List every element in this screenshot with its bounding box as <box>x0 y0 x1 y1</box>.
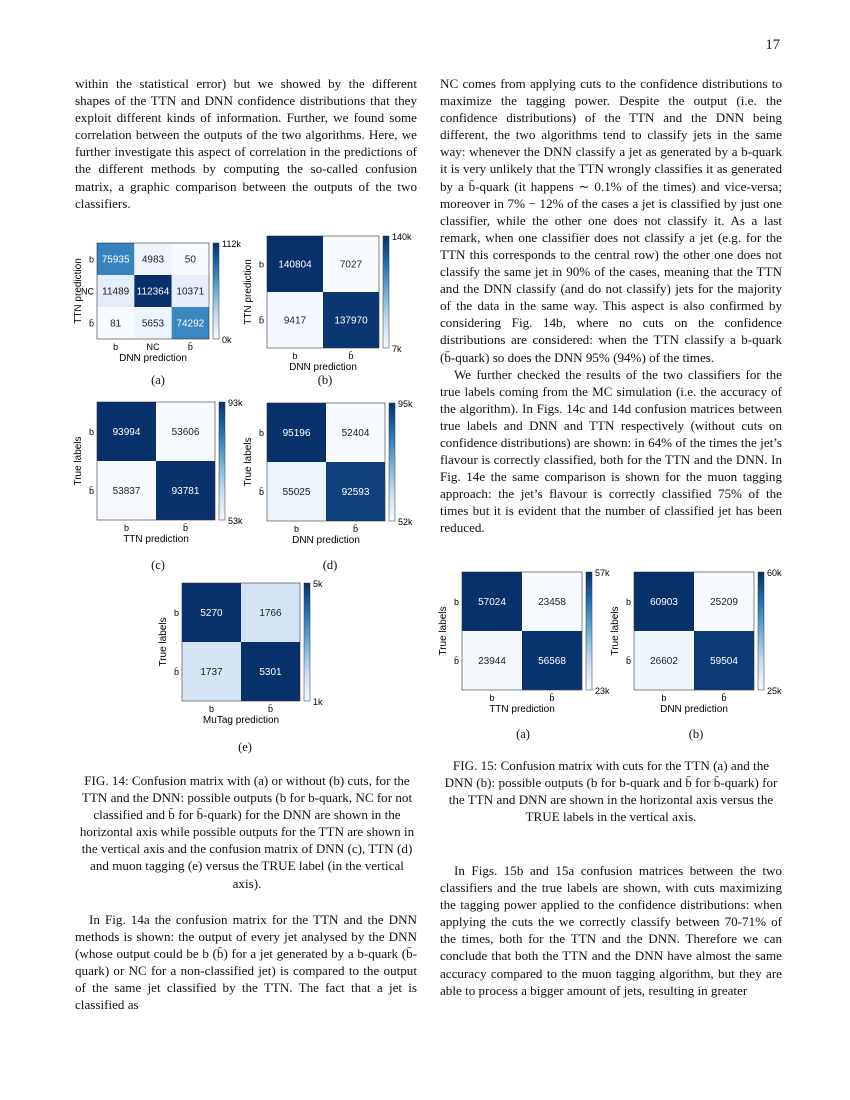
matrix-cell-value: 95196 <box>282 428 311 439</box>
matrix-cell-value: 11489 <box>102 286 130 298</box>
x-axis-label: TTN prediction <box>123 534 189 545</box>
colorbar-max-label: 60k <box>767 568 782 578</box>
y-axis-label: TTN prediction <box>73 258 84 324</box>
x-tick-label: b̄ <box>267 704 274 714</box>
heatmap-14a <box>75 225 255 365</box>
matrix-cell-value: 81 <box>110 318 122 330</box>
figure-14a-label: (a) <box>151 373 165 387</box>
figure-14e-label: (e) <box>238 740 252 754</box>
y-axis-label: True labels <box>158 617 169 667</box>
colorbar-max-label: 140k <box>392 232 412 242</box>
right-column-bottom <box>440 862 782 999</box>
matrix-cell-value: 55025 <box>282 487 311 498</box>
matrix-cell-value: 93994 <box>112 427 141 438</box>
x-axis-label: DNN prediction <box>119 353 187 364</box>
matrix-cell-value: 1766 <box>259 608 282 619</box>
matrix-cell-value: 23458 <box>538 597 566 608</box>
matrix-cell-value: 7027 <box>339 259 363 271</box>
matrix-cell-value: 92593 <box>341 487 370 498</box>
matrix-cell-value: 23944 <box>478 656 506 667</box>
matrix-cell-value: 9417 <box>283 315 307 327</box>
y-axis-label: True labels <box>73 436 84 486</box>
left-column-bottom <box>75 911 417 1014</box>
y-tick-label: b <box>258 428 264 438</box>
figure-15a <box>440 568 620 718</box>
right-paragraph-3: In Figs. 15b and 15a confusion matrices between the two classifiers and the true labels are shown, with cuts maximizing the tagging power applied to the confidence distributions: when applying the cuts the we correctly classify between 70-71% of the times, both for the TTN and the DNN. Therefore we can conclude that both the TTN and the DNN have almost the same accuracy compared to the muon tagging algorithm, but they are able to process a bigger amount of jets, resulting in greater <box>440 863 782 998</box>
figure-14a <box>75 225 255 365</box>
y-axis-label: TTN prediction <box>243 259 254 325</box>
colorbar <box>586 572 592 690</box>
figure-14c-label: (c) <box>151 558 165 572</box>
matrix-cell-value: 74292 <box>176 318 205 330</box>
y-tick-label: b̄ <box>625 656 631 666</box>
matrix-cell-value: 93781 <box>171 486 200 497</box>
right-column-top <box>440 75 782 537</box>
x-axis-label: DNN prediction <box>292 535 360 546</box>
y-tick-label: b <box>258 259 264 270</box>
y-axis-label: True labels <box>243 437 254 487</box>
colorbar <box>213 243 219 339</box>
heatmap-14c <box>75 397 255 547</box>
x-axis-label: MuTag prediction <box>202 715 280 726</box>
colorbar <box>383 236 389 348</box>
y-tick-label: b̄ <box>88 486 94 496</box>
y-axis-label: True labels <box>438 606 449 656</box>
figure-15b-label: (b) <box>688 727 704 741</box>
x-tick-label: b <box>292 351 298 361</box>
x-tick-label: b̄ <box>549 693 555 703</box>
x-tick-label: b <box>661 693 667 703</box>
colorbar-max-label: 57k <box>595 568 610 578</box>
x-tick-label: b̄ <box>721 693 727 703</box>
matrix-cell-value: 60903 <box>650 597 678 608</box>
colorbar <box>304 583 310 701</box>
y-tick-label: NC <box>81 286 94 297</box>
heatmap-15b <box>612 568 792 718</box>
figure-14b-label: (b) <box>317 373 333 387</box>
x-tick-label: b <box>123 523 130 533</box>
colorbar-min-label: 52k <box>398 517 413 527</box>
x-tick-label: b̄ <box>352 524 359 534</box>
colorbar <box>219 402 225 520</box>
y-tick-label: b <box>173 608 179 618</box>
colorbar-min-label: 23k <box>595 686 610 696</box>
figure-14-caption: FIG. 14: Confusion matrix with (a) or without (b) cuts, for the TTN and the DNN: possible outputs (b for b-quark, NC for not classified and b̄ for b̄-quark) for the DNN are shown in the horizontal axis while possible outputs for the TTN are shown in the vertical axis and the confusion matrix of DNN (c), TTN (d) and muon tagging (e) versus the TRUE label (in the vertical axis). <box>79 773 415 891</box>
y-tick-label: b̄ <box>173 667 179 677</box>
heatmap-14d <box>245 397 425 547</box>
figure-14e <box>160 578 340 730</box>
left-column-top <box>75 75 417 212</box>
colorbar-max-label: 93k <box>228 398 243 408</box>
y-tick-label: b̄ <box>258 315 264 326</box>
figure-14d-label: (d) <box>322 558 338 572</box>
x-tick-label: b <box>208 704 215 714</box>
colorbar-min-label: 7k <box>392 344 402 354</box>
matrix-cell-value: 112364 <box>136 286 170 298</box>
figure-15-caption: FIG. 15: Confusion matrix with cuts for the TTN (a) and the DNN (b): possible outputs (b for b-quark and b̄ for b̄-quark) for the TTN and DNN are shown in the horizontal axis versus the TRUE labels in the vertical axis. <box>444 758 778 825</box>
colorbar <box>389 403 395 521</box>
page-number: 17 <box>765 37 780 53</box>
y-tick-label: b <box>453 597 459 607</box>
matrix-cell-value: 1737 <box>200 667 223 678</box>
matrix-cell-value: 52404 <box>341 428 370 439</box>
matrix-cell-value: 10371 <box>176 286 205 298</box>
matrix-cell-value: 59504 <box>710 656 738 667</box>
colorbar-min-label: 25k <box>767 686 782 696</box>
colorbar-min-label: 1k <box>313 697 323 707</box>
x-tick-label: b̄ <box>182 523 189 533</box>
figure-14d <box>245 397 425 547</box>
colorbar-max-label: 5k <box>313 579 323 589</box>
matrix-cell-value: 137970 <box>334 315 368 327</box>
matrix-cell-value: 140804 <box>278 259 312 271</box>
y-tick-label: b̄ <box>88 318 94 329</box>
x-tick-label: NC <box>146 342 160 352</box>
x-tick-label: b̄ <box>348 351 354 361</box>
matrix-cell-value: 4983 <box>141 254 165 266</box>
matrix-cell-value: 75935 <box>101 254 130 266</box>
x-tick-label: b̄ <box>187 342 193 352</box>
y-tick-label: b <box>88 254 94 265</box>
x-axis-label: DNN prediction <box>660 704 728 715</box>
heatmap-15a <box>440 568 620 718</box>
left-paragraph-1: within the statistical error) but we showed by the different shapes of the TTN and DNN confidence distributions that they exploit different kinds of information. Further, we found some correlation between the outputs of the two algorithms. Here, we further investigate this aspect of correlation in the predictions of the different methods by computing the so-called confusion matrix, a graphic comparison between the outputs of the two classifiers. <box>75 76 417 211</box>
x-tick-label: b <box>293 524 300 534</box>
heatmap-14e <box>160 578 340 730</box>
x-tick-label: b <box>113 342 119 352</box>
x-tick-label: b <box>489 693 495 703</box>
right-paragraph-2: We further checked the results of the two classifiers for the true labels coming from the MC simulation (i.e. the accuracy of the algorithm). In Figs. 14c and 14d confusion matrices between true labels and DNN and TTN respectively (without cuts on confidence distributions) are shown: in 64% of the times the jet’s flavour is correctly classified, both for the TTN and the DNN. In Fig. 14e the same comparison is shown for the muon tagging approach: the jet’s flavour is correctly classified 75% of the times but it is evident that the number of classified jet has been reduced. <box>440 366 782 536</box>
matrix-cell-value: 26602 <box>650 656 678 667</box>
left-paragraph-2: In Fig. 14a the confusion matrix for the TTN and the DNN methods is shown: the output of every jet analysed by the DNN (whose output could be b (b̄) for a jet generated by a b-quark (b̄-quark) or NC for a non-classified jet) is compared to the output of the same jet classified by the TTN. The fact that a jet is classified as <box>75 912 417 1013</box>
figure-15b <box>612 568 792 718</box>
matrix-cell-value: 5653 <box>141 318 165 330</box>
matrix-cell-value: 56568 <box>538 656 566 667</box>
heatmap-14b <box>243 225 425 373</box>
y-tick-label: b <box>88 427 94 437</box>
matrix-cell-value: 5270 <box>200 608 223 619</box>
matrix-cell-value: 25209 <box>710 597 738 608</box>
colorbar-min-label: 53k <box>228 516 243 526</box>
y-axis-label: True labels <box>610 606 621 656</box>
matrix-cell-value: 53837 <box>112 486 141 497</box>
figure-15a-label: (a) <box>516 727 530 741</box>
matrix-cell-value: 53606 <box>171 427 200 438</box>
figure-14c <box>75 397 255 547</box>
matrix-cell-value: 5301 <box>259 667 282 678</box>
y-tick-label: b̄ <box>453 656 459 666</box>
colorbar-max-label: 95k <box>398 399 413 409</box>
y-tick-label: b̄ <box>258 487 264 497</box>
colorbar-max-label: 112k <box>222 239 241 249</box>
figure-14b <box>243 225 425 373</box>
x-axis-label: DNN prediction <box>289 362 357 373</box>
colorbar <box>758 572 764 690</box>
colorbar-min-label: 0k <box>222 335 232 345</box>
matrix-cell-value: 57024 <box>478 597 506 608</box>
x-axis-label: TTN prediction <box>489 704 555 715</box>
y-tick-label: b <box>625 597 631 607</box>
matrix-cell-value: 50 <box>184 254 196 266</box>
right-paragraph-1: NC comes from applying cuts to the confidence distributions to maximize the tagging power. Despite the output (i.e. the confidence distributions) of the TTN and the DNN being different, the two algorithms tend to classify jets in the same way: whenever the DNN classify a jet as generated by a b-quark it is very unlikely that the TTN wrongly classifies it as generated by a b̄-quark (it happens ∼ 0.1% of the times) and vice-versa; moreover in 7% − 12% of the cases a jet is classified by just one classifier, while the other one does not classify it. As a last remark, when one classifier does not classify a jet (e.g. for the TTN this corresponds to the central row) the other one does not classify the same jet in 90% of the cases, meaning that the TTN and the DNN classify (and do not classify) jets for the majority of the data in the same way. This aspect is also confirmed by considering Fig. 14b, where no cuts on the confidence distributions are considered: when the TTN classify a b-quark (b̄-quark) so does the DNN 95% (94%) of the times. <box>440 76 782 365</box>
